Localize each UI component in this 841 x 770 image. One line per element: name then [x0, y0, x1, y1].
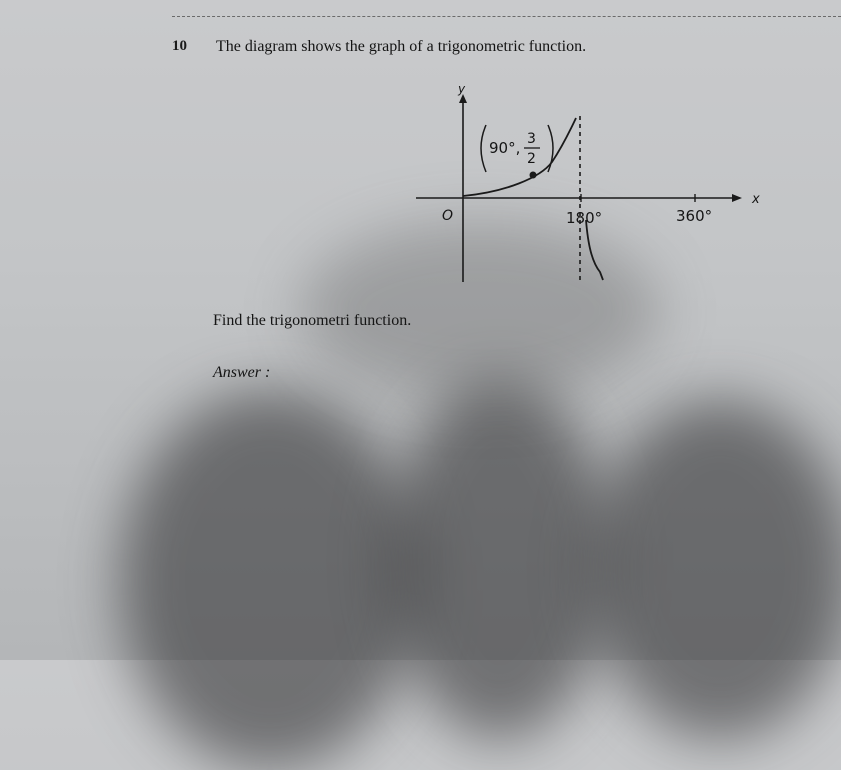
point-label-numerator: 3 [527, 131, 536, 147]
point-label-x: 90°, [489, 139, 521, 157]
question-number: 10 [172, 38, 187, 54]
x-axis-arrow [732, 194, 742, 202]
question-prompt: Find the trigonometri function. [213, 312, 412, 329]
point-label-denominator: 2 [527, 151, 536, 167]
answer-label: Answer : [213, 364, 271, 381]
curve-lower-branch [586, 220, 603, 280]
marked-point [530, 172, 537, 179]
y-axis-label: y [458, 82, 466, 96]
question-text: The diagram shows the graph of a trigonometric function. [216, 38, 587, 55]
origin-label: O [442, 208, 454, 224]
tick-label-360: 360° [676, 207, 713, 225]
curve-upper-branch [463, 118, 576, 196]
x-axis-label: x [752, 192, 760, 207]
tick-label-180: 180° [566, 209, 603, 227]
point-label-left-bracket [481, 125, 486, 172]
